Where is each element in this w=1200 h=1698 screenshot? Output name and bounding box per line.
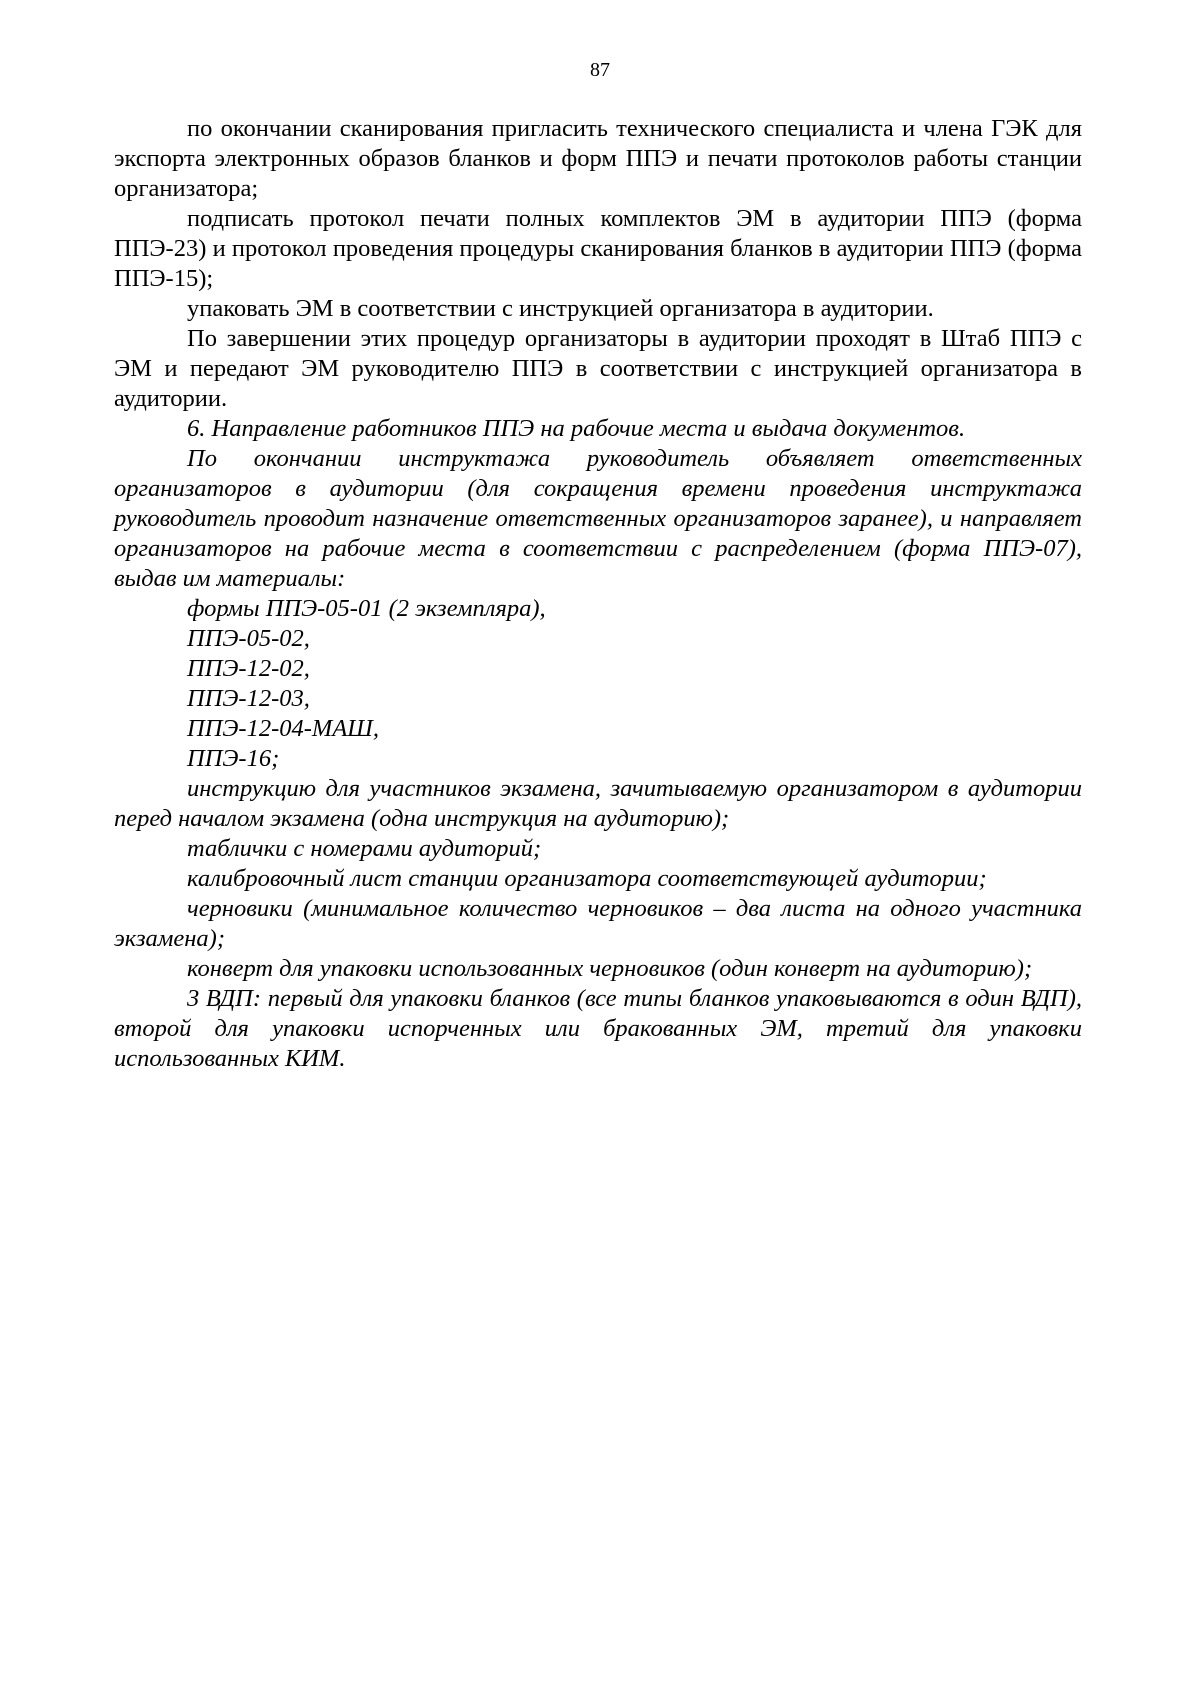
section-heading: 6. Направление работников ППЭ на рабочие места и выдача документов. <box>187 415 966 442</box>
paragraph-after-procedures: По завершении этих процедур организаторы в аудитории проходят в Штаб ППЭ с ЭМ и передают ЭМ руководителю ППЭ в соответствии с инструкцией организатора в аудитории. <box>114 325 1082 412</box>
list-item-form: ППЭ-12-02, <box>187 655 310 682</box>
paragraph-scanning: по окончании сканирования пригласить технического специалиста и члена ГЭК для экспорта электронных образов бланков и форм ППЭ и печати протоколов работы станции организатора; <box>114 115 1082 202</box>
paragraph-vdp: 3 ВДП: первый для упаковки бланков (все типы бланков упаковываются в один ВДП), второй для упаковки испорченных или бракованных ЭМ, третий для упаковки использованных КИМ. <box>114 985 1082 1072</box>
paragraph-envelope: конверт для упаковки использованных черновиков (один конверт на аудиторию); <box>187 955 1033 982</box>
page-number: 87 <box>590 59 610 81</box>
paragraph-sign-protocols: подписать протокол печати полных комплектов ЭМ в аудитории ППЭ (форма ППЭ-23) и протокол проведения процедуры сканирования бланков в аудитории ППЭ (форма ППЭ-15); <box>114 205 1082 292</box>
paragraph-briefing: По окончании инструктажа руководитель объявляет ответственных организаторов в аудитории (для сокращения времени проведения инструктажа руководитель проводит назначение ответственных организаторов заранее), и направляет организаторов на рабочие места в соответствии с распределением (форма ППЭ-07), выдав им материалы: <box>114 445 1082 592</box>
paragraph-instruction: инструкцию для участников экзамена, зачитываемую организатором в аудитории перед началом экзамена (одна инструкция на аудиторию); <box>114 775 1082 832</box>
paragraph-drafts: черновики (минимальное количество черновиков – два листа на одного участника экзамена); <box>114 895 1082 952</box>
paragraph-calibration-sheet: калибровочный лист станции организатора соответствующей аудитории; <box>187 865 987 892</box>
list-item-form: формы ППЭ-05-01 (2 экземпляра), <box>187 595 546 622</box>
page-content <box>114 114 1082 1074</box>
paragraph-pack-materials: упаковать ЭМ в соответствии с инструкцией организатора в аудитории. <box>187 295 934 322</box>
paragraph-room-signs: таблички с номерами аудиторий; <box>187 835 542 862</box>
list-item-form: ППЭ-12-03, <box>187 685 310 712</box>
list-item-form: ППЭ-12-04-МАШ, <box>187 715 379 742</box>
list-item-form: ППЭ-05-02, <box>187 625 310 652</box>
list-item-form: ППЭ-16; <box>187 745 280 772</box>
